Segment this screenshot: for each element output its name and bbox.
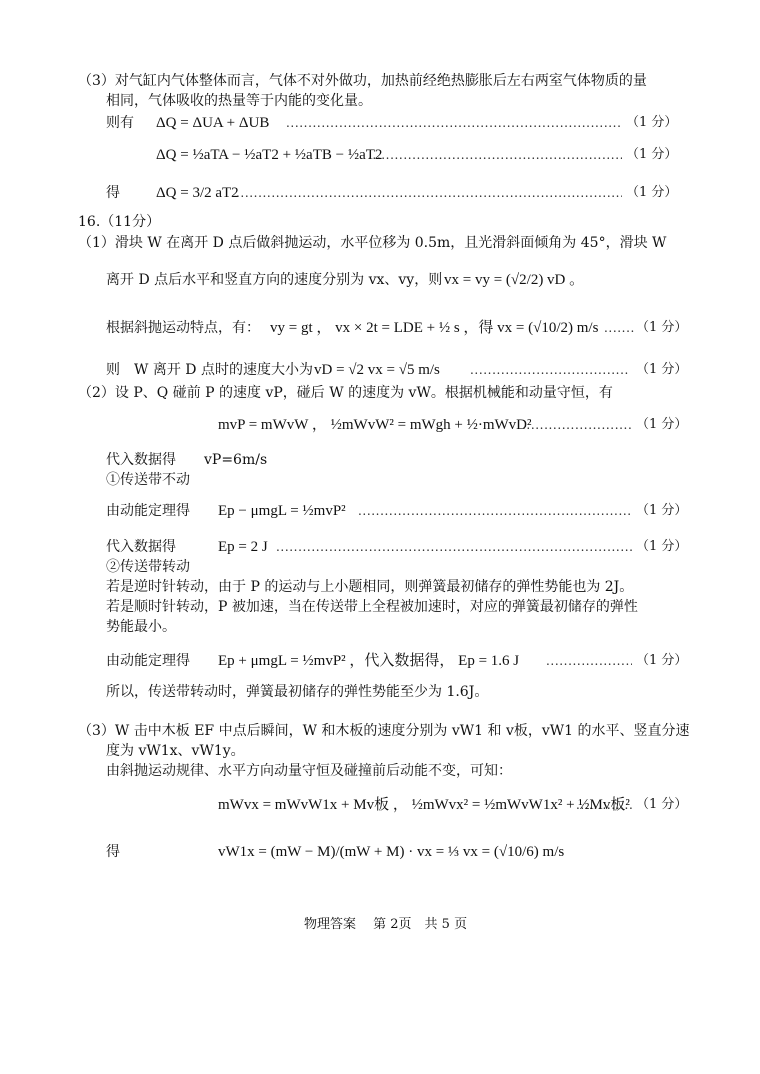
text-line: 由动能定理得 bbox=[106, 503, 190, 519]
text-line: 则有 bbox=[106, 115, 134, 131]
score-mark: （1 分） bbox=[636, 417, 688, 432]
score-mark: （1 分） bbox=[636, 653, 688, 668]
text-line: （3）W 击中木板 EF 中点后瞬间，W 和木板的速度分别为 vW1 和 v板，vW1 的水平、竖直分速 bbox=[78, 723, 690, 739]
equation: vW1x = (mW − M)/(mW + M) · vx = ⅓ vx = (√10/6) m/s bbox=[218, 844, 565, 860]
dot-leader bbox=[276, 538, 632, 556]
text-line: （2）设 P、Q 碰前 P 的速度 vP，碰后 W 的速度为 vW。根据机械能和动量守恒，有 bbox=[78, 385, 613, 401]
page-footer: 物理答案 第 2页 共 5 页 bbox=[304, 917, 468, 932]
score-mark: （1 分） bbox=[636, 320, 688, 335]
score-mark: （1 分） bbox=[636, 539, 688, 554]
dot-leader bbox=[604, 319, 634, 337]
equation: ΔQ = ½aTA − ½aT2 + ½aTB − ½aT2 bbox=[156, 147, 383, 163]
equation: Ep − μmgL = ½mvP² bbox=[218, 503, 346, 519]
text-line: 得 bbox=[106, 844, 120, 860]
text-line: 相同，气体吸收的热量等于内能的变化量。 bbox=[106, 93, 372, 109]
text-line: 度为 vW1x、vW1y。 bbox=[106, 743, 245, 759]
equation: mvP = mWvW ， ½mWvW² = mWgh + ½·mWvD² bbox=[218, 417, 532, 433]
score-mark: （1 分） bbox=[636, 503, 688, 518]
text-line: 由斜抛运动规律、水平方向动量守恒及碰撞前后动能不变，可知： bbox=[106, 763, 512, 779]
text-line: 若是顺时针转动，P 被加速，当在传送带上全程被加速时，对应的弹簧最初储存的弹性 bbox=[106, 599, 638, 615]
text-line: 得 bbox=[106, 185, 120, 201]
score-mark: （1 分） bbox=[636, 797, 688, 812]
text-line: 则 W 离开 D 点时的速度大小为 bbox=[106, 362, 313, 378]
equation: mWvx = mWvW1x + Mv板 ， ½mWvx² = ½mWvW1x² + ½Mv板² bbox=[218, 797, 630, 813]
score-mark: （1 分） bbox=[626, 115, 678, 130]
equation: Ep = 2 J bbox=[218, 539, 268, 555]
dot-leader bbox=[546, 652, 632, 670]
text-line: 离开 D 点后水平和竖直方向的速度分别为 vx、vy，则 bbox=[106, 272, 443, 288]
text-line: ①传送带不动 bbox=[106, 472, 190, 488]
dot-leader bbox=[576, 796, 632, 814]
dot-leader bbox=[236, 184, 622, 202]
equation: vD = √2 vx = √5 m/s bbox=[314, 362, 440, 378]
text-line: 根据斜抛运动特点，有： bbox=[106, 320, 260, 336]
text-line: ②传送带转动 bbox=[106, 559, 190, 575]
score-mark: （1 分） bbox=[626, 185, 678, 200]
score-mark: （1 分） bbox=[636, 362, 688, 377]
dot-leader bbox=[522, 416, 632, 434]
equation: vy = gt ， vx × 2t = LDE + ½ s ，得 vx = (√10/2) m/s bbox=[270, 320, 599, 336]
text-line: 势能最小。 bbox=[106, 619, 176, 635]
question-heading: 16.（11分） bbox=[78, 214, 161, 230]
dot-leader bbox=[368, 146, 622, 164]
equation: Ep + μmgL = ½mvP² ，代入数据得， Ep = 1.6 J bbox=[218, 653, 520, 669]
text-line: 所以，传送带转动时，弹簧最初储存的弹性势能至少为 1.6J。 bbox=[106, 684, 489, 700]
equation: vx = vy = (√2/2) vD 。 bbox=[444, 272, 585, 288]
text-line: （3）对气缸内气体整体而言，气体不对外做功，加热前经绝热膨胀后左右两室气体物质的量 bbox=[78, 73, 647, 89]
equation: ΔQ = ΔUA + ΔUB bbox=[156, 115, 270, 131]
text-line: （1）滑块 W 在离开 D 点后做斜抛运动，水平位移为 0.5m，且光滑斜面倾角为 45°，滑块 W bbox=[78, 235, 667, 251]
text-line: 代入数据得 vP=6m/s bbox=[106, 452, 268, 468]
text-line: 代入数据得 bbox=[106, 539, 176, 555]
equation: ΔQ = 3/2 aT2 bbox=[156, 185, 239, 201]
score-mark: （1 分） bbox=[626, 147, 678, 162]
dot-leader bbox=[358, 502, 632, 520]
dot-leader bbox=[470, 361, 630, 379]
dot-leader bbox=[286, 114, 622, 132]
text-line: 若是逆时针转动，由于 P 的运动与上小题相同，则弹簧最初储存的弹性势能也为 2J。 bbox=[106, 579, 634, 595]
text-line: 由动能定理得 bbox=[106, 653, 190, 669]
